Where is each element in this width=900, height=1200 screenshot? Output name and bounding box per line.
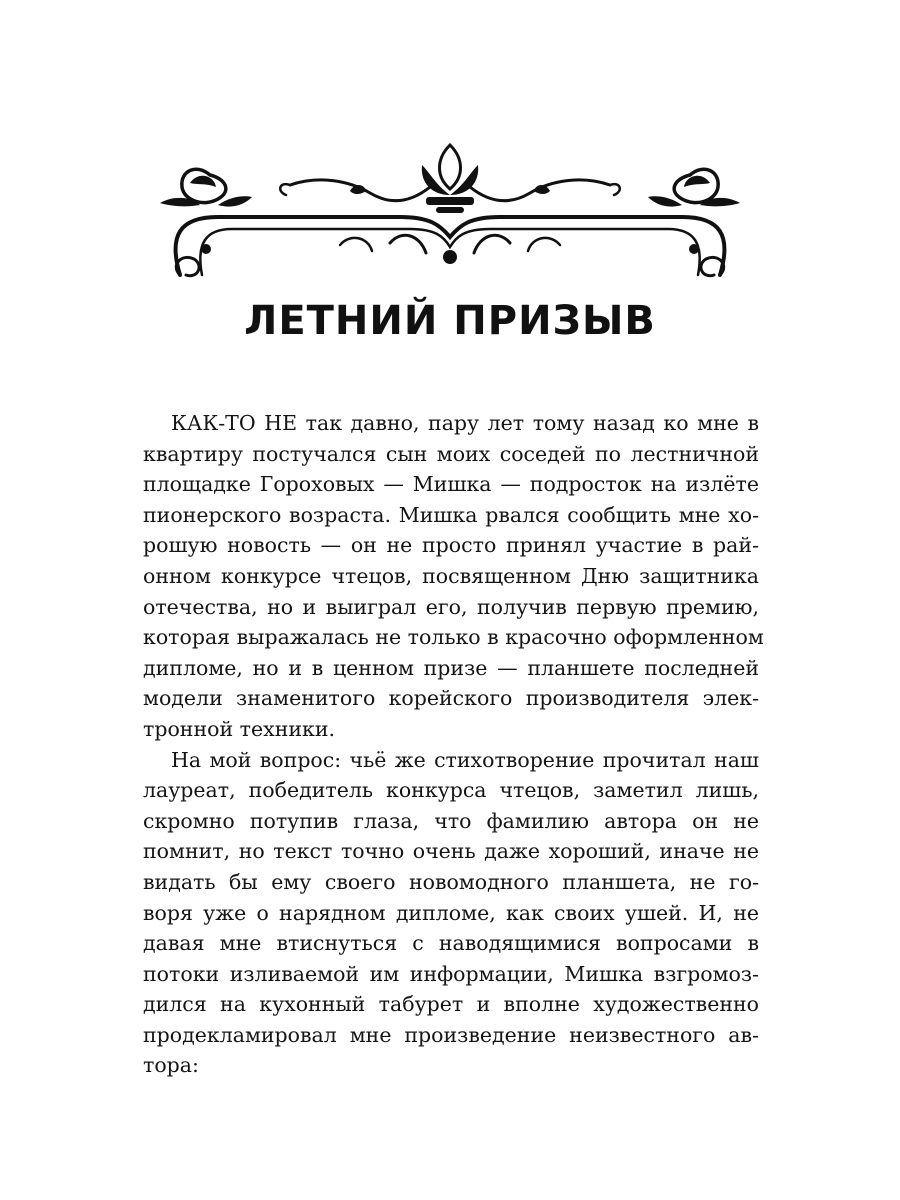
text-line: дипломе, но и в ценном призе — планшете последней [143,655,759,680]
chapter-body [143,408,764,1081]
text-line: тронной техники. [143,716,336,741]
text-line: онном конкурсе чтецов, посвященном Дню защитника [143,563,759,588]
text-line: давая мне втиснуться с наводящимися вопросами в [143,931,759,956]
text-line: потоки изливаемой им информации, Мишка взгромоз- [143,961,759,986]
text-line: тора: [143,1053,199,1078]
text-line: отечества, но и выиграл его, получив первую премию, [143,594,759,619]
text-line: продекламировал мне произведение неизвестного ав- [143,1022,759,1047]
text-line: скромно потупив глаза, что фамилию автора он не [143,808,759,833]
text-line: квартиру постучался сын моих соседей по лестничной [143,441,759,466]
paragraph-2 [143,745,759,1082]
text-line: воря уже о нарядном дипломе, как своих ушей. И, не [143,900,759,925]
text-line: которая выражалась не только в красочно оформленном [143,625,764,650]
text-line: помнит, но текст точно очень даже хороший, иначе не [143,839,759,864]
text-line: рошую новость — он не просто принял участие в рай- [143,533,759,558]
text-line: лауреат, победитель конкурса чтецов, заметил лишь, [143,778,759,803]
text-line: площадке Гороховых — Мишка — подросток на излёте [143,472,759,497]
text-line: модели знаменитого корейского производителя элек- [143,686,759,711]
text-line: дился на кухонный табурет и вполне художественно [143,992,759,1017]
decorative-ornament-header [140,125,760,285]
text-line: На мой вопрос: чьё же стихотворение прочитал наш [171,747,759,772]
text-line: видать бы ему своего новомодного планшета, не го- [143,869,759,894]
text-line: пионерского возраста. Мишка рвался сообщить мне хо- [143,502,759,527]
paragraph-1 [143,408,764,745]
text-line: КАК-ТО НЕ так давно, пару лет тому назад ко мне в [171,411,759,435]
chapter-title: ЛЕТНИЙ ПРИЗЫВ [244,298,656,344]
